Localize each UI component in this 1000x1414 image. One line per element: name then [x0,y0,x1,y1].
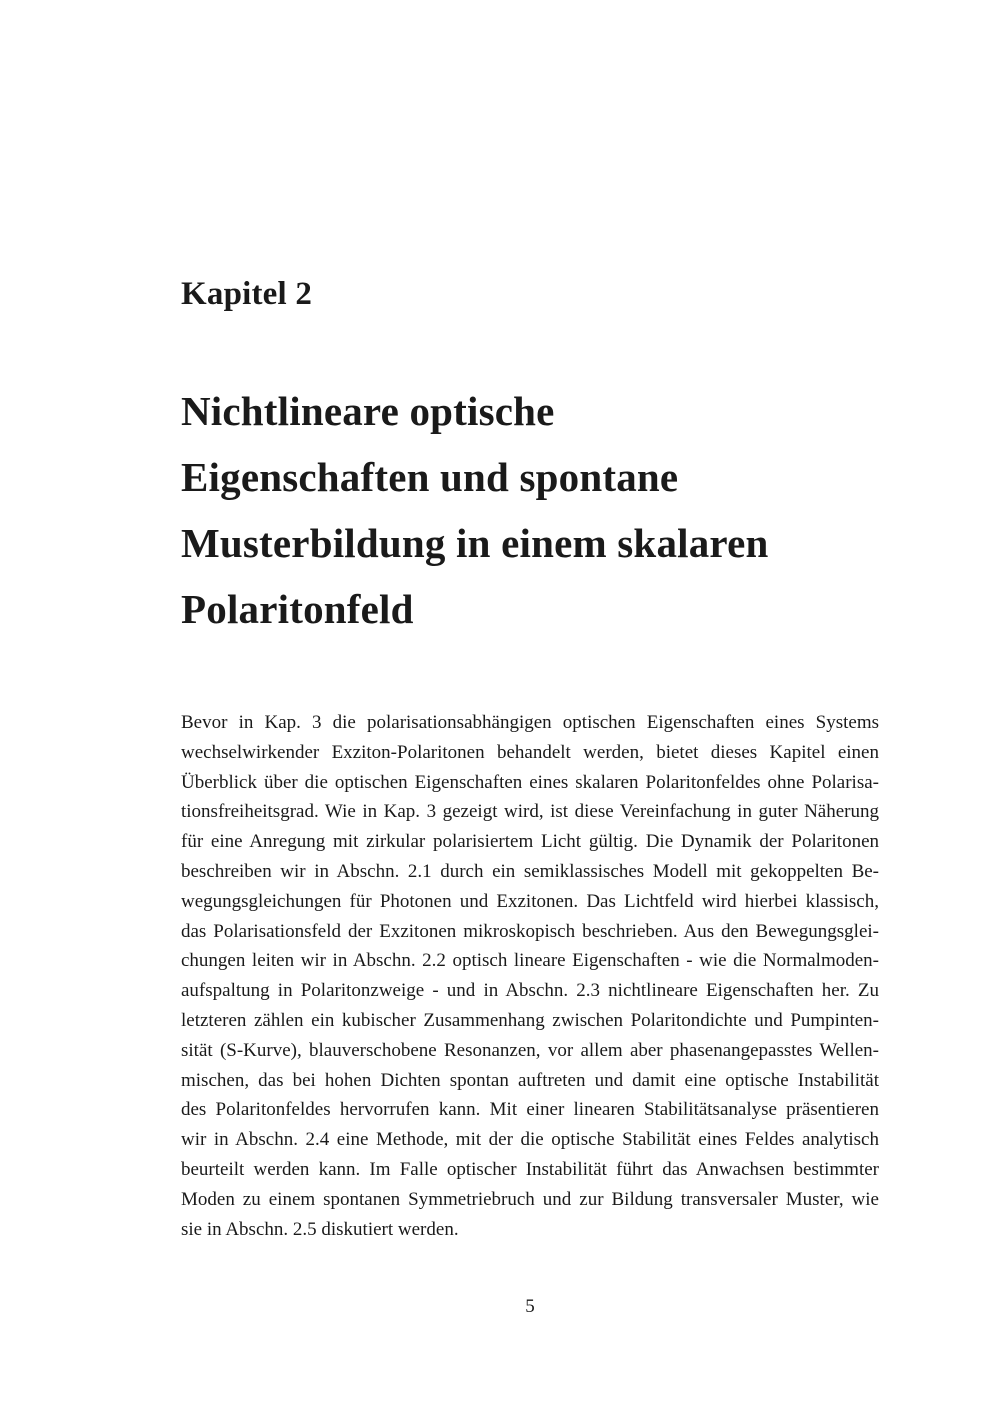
paragraph-line: tionsfreiheitsgrad. Wie in Kap. 3 gezeigt wird, ist diese Vereinfachung in guter Näherung [181,801,879,823]
paragraph-line: letzteren zählen ein kubischer Zusammenhang zwischen Polaritondichte und Pumpinten- [181,1009,879,1031]
chapter-heading: Kapitel 2 [181,276,313,312]
paragraph-line: wegungsgleichungen für Photonen und Exzitonen. Das Lichtfeld wird hierbei klassisch, [181,890,879,912]
paragraph-line: Überblick über die optischen Eigenschaften eines skalaren Polaritonfeldes ohne Polarisa- [181,771,879,793]
paragraph-line: sie in Abschn. 2.5 diskutiert werden. [181,1218,459,1240]
page-number: 5 [525,1296,535,1317]
paragraph-line: sität (S-Kurve), blauverschobene Resonanzen, vor allem aber phasenangepasstes Wellen- [181,1039,879,1061]
paragraph-line: für eine Anregung mit zirkular polarisiertem Licht gültig. Die Dynamik der Polaritonen [181,831,879,853]
paragraph-line: des Polaritonfeldes hervorrufen kann. Mit einer linearen Stabilitätsanalyse präsentieren [181,1099,879,1121]
paragraph-line: Bevor in Kap. 3 die polarisationsabhängigen optischen Eigenschaften eines Systems [181,712,879,733]
paragraph-line: das Polarisationsfeld der Exzitonen mikroskopisch beschrieben. Aus den Bewegungsglei- [181,920,879,942]
chapter-title [181,378,941,642]
paragraph-line: aufspaltung in Polaritonzweige - und in Abschn. 2.3 nichtlineare Eigenschaften her. Zu [181,980,879,1002]
paragraph-line: wechselwirkender Exziton-Polaritonen behandelt werden, bietet dieses Kapitel einen [181,741,879,763]
chapter-title-line: Musterbildung in einem skalaren [181,520,769,566]
paragraph-line: beschreiben wir in Abschn. 2.1 durch ein semiklassisches Modell mit gekoppelten Be- [181,860,879,882]
paragraph-line: mischen, das bei hohen Dichten spontan auftreten und damit eine optische Instabilität [181,1069,879,1091]
chapter-title-line: Eigenschaften und spontane [181,454,679,500]
chapter-title-line: Polaritonfeld [181,586,414,632]
paragraph-line: chungen leiten wir in Abschn. 2.2 optisch lineare Eigenschaften - wie die Normalmoden- [181,950,879,972]
chapter-title-line: Nichtlineare optische [181,388,555,434]
paragraph-line: beurteilt werden kann. Im Falle optischer Instabilität führt das Anwachsen bestimmter [181,1158,879,1180]
paragraph-line: Moden zu einem spontanen Symmetriebruch und zur Bildung transversaler Muster, wie [181,1188,879,1210]
paragraph-line: wir in Abschn. 2.4 eine Methode, mit der die optische Stabilität eines Feldes analytisch [181,1129,879,1151]
body-paragraph [181,708,879,1244]
